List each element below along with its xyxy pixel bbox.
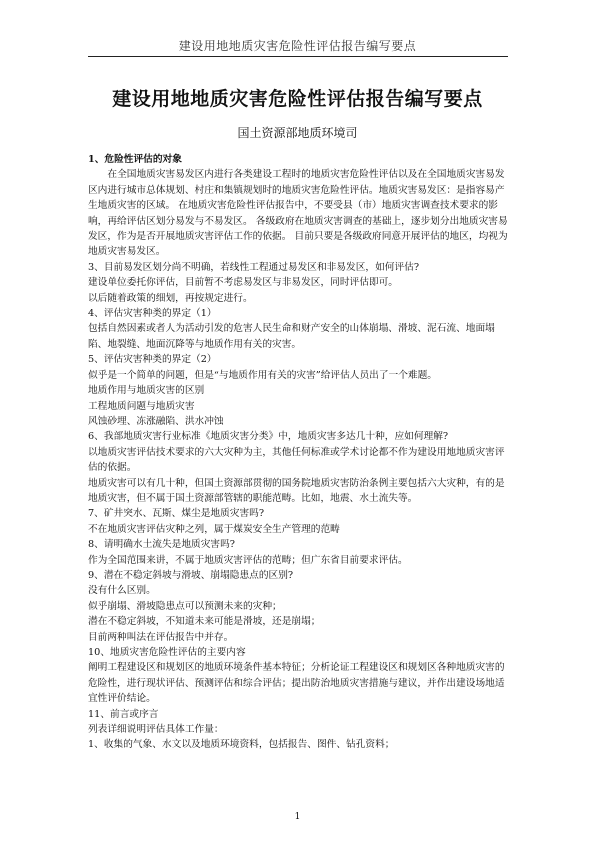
- paragraph: 似乎是一个简单的问题，但是“与地质作用有关的灾害”给评估人员出了一个难题。: [88, 369, 437, 381]
- paragraph: 潜在不稳定斜坡，不知道未来可能是滑坡，还是崩塌；: [88, 616, 321, 628]
- document-organization: 国土资源部地质环境司: [237, 126, 358, 140]
- paragraph: 工程地质问题与地质灾害: [88, 400, 195, 412]
- document-title: 建设用地地质灾害危险性评估报告编写要点: [112, 88, 483, 110]
- paragraph: 没有什么区别。: [88, 585, 156, 597]
- paragraph: 目前两种叫法在评估报告中并存。: [88, 631, 234, 643]
- paragraph: 阐明工程建设区和规划区的地质环境条件基本特征；分析论证工程建设区和规划区各种地质灾害的危险性，进行现状评估、预测评估和综合评估；提出防治地质灾害措施与建议，并作出建设场地适宜性评价结论。: [88, 662, 505, 705]
- paragraph: 地质作用与地质灾害的区别: [88, 385, 205, 397]
- page-number: 1: [294, 812, 301, 822]
- paragraph: 10、地质灾害危险性评估的主要内容: [88, 647, 246, 658]
- paragraph: 地质灾害可以有几十种，但国土资源部贯彻的国务院地质灾害防治条例主要包括六大灾种，有的是地质灾害，但不属于国土资源部管辖的职能范畴。比如，地震、水土流失等。: [88, 477, 505, 504]
- section-heading: 1、危险性评估的对象: [88, 154, 182, 165]
- paragraph: 11、前言或序言: [88, 708, 159, 720]
- paragraph: 1、收集的气象、水文以及地质环境资料，包括报告、图件、钻孔资料；: [88, 739, 395, 751]
- paragraph: 风蚀砂埋、冻涨融陷、洪水冲蚀: [88, 415, 224, 427]
- paragraph: 以地质灾害评估技术要求的六大灾种为主，其他任何标准或学术讨论都不作为建设用地地质灾害评估的依据。: [88, 446, 505, 474]
- paragraph: 似乎崩塌、滑坡隐患点可以预测未来的灾种；: [88, 600, 282, 612]
- paragraph: 4、评估灾害种类的界定（1）: [88, 308, 217, 320]
- paragraph: 9、潜在不稳定斜坡与滑坡、崩塌隐患点的区别?: [88, 569, 294, 581]
- paragraph: 在全国地质灾害易发区内进行各类建设工程时的地质灾害危险性评估以及在全国地质灾害易发区内进行城市总体规划、村庄和集镇规划时的地质灾害危险性评估。地质灾害易发区：是指容易产生地质灾害的区域。 在地质灾害危险性评估报告中，不要受县（市）地质灾害调查技术要求的影响，再给评估区划分易发与不易发区。 各级政府在地质灾害调查的基础上，逐步划分出地质灾害易发区，作为是否开展地质灾害评估工作的依据。 目前只要是各级政府同意开展评估的地区，均视为地质灾害易发区。: [88, 169, 508, 258]
- paragraph: 6、我部地质灾害行业标准《地质灾害分类》中，地质灾害多达几十种，应如何理解?: [88, 431, 449, 443]
- paragraph: 3、目前易发区划分尚不明确，若线性工程通过易发区和非易发区，如何评估?: [88, 261, 420, 273]
- paragraph: 列表详细说明评估具体工作量：: [88, 724, 224, 736]
- document-body: [88, 152, 508, 753]
- paragraph: 5、评估灾害种类的界定（2）: [88, 354, 217, 366]
- header-rule: [88, 56, 508, 57]
- paragraph: 不在地质灾害评估灾种之列，属于煤炭安全生产管理的范畴: [88, 523, 340, 535]
- paragraph: 建设单位委托你评估，目前暂不考虑易发区与非易发区，同时评估即可。: [88, 277, 398, 289]
- paragraph: 作为全国范围来讲，不属于地质灾害评估的范畴；但广东省目前要求评估。: [88, 554, 408, 566]
- running-header: 建设用地地质灾害危险性评估报告编写要点: [178, 39, 417, 53]
- paragraph: 8、请明确水土流失是地质灾害吗?: [88, 539, 235, 551]
- paragraph: 以后随着政策的细划，再按规定进行。: [88, 292, 253, 304]
- paragraph: 7、矿井突水、瓦斯、煤尘是地质灾害吗?: [88, 508, 265, 520]
- paragraph: 包括自然因素或者人为活动引发的危害人民生命和财产安全的山体崩塌、滑坡、泥石流、地面塌陷、地裂缝、地面沉降等与地质作用有关的灾害。: [88, 323, 495, 350]
